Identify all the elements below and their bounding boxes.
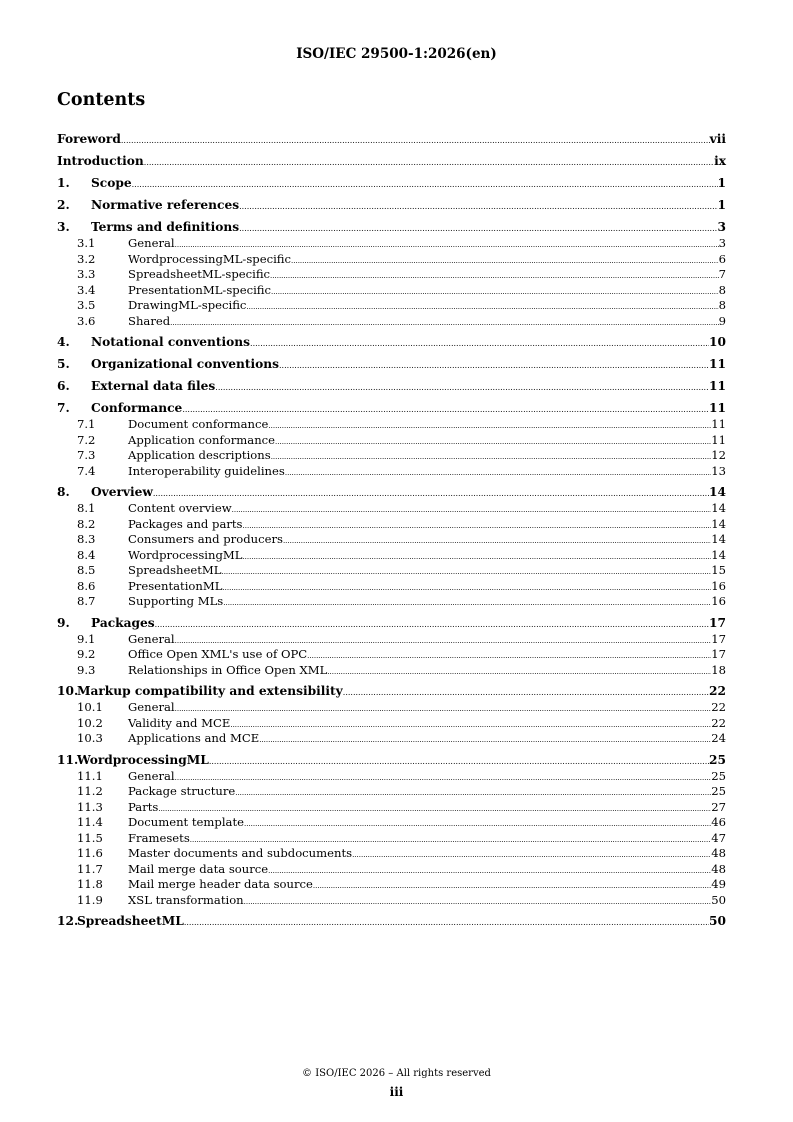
toc-entry-label: Foreword [57, 132, 121, 146]
toc-entry-label: WordprocessingML-specific [128, 251, 292, 266]
toc-entry-page: 8 [718, 298, 726, 312]
toc-subentry[interactable] [57, 579, 726, 595]
toc-entry-page: 25 [711, 768, 726, 783]
toc-entry-page: 22 [711, 715, 726, 730]
toc-entry-number: 11.7 [77, 861, 103, 876]
toc-entry-page: 7 [718, 267, 726, 281]
toc-entry-label: Packages [91, 615, 155, 630]
toc-subentry[interactable] [57, 647, 726, 663]
toc-entry[interactable] [57, 751, 726, 769]
copyright-footer: © ISO/IEC 2026 – All rights reserved [302, 1068, 491, 1079]
toc-entry-label: External data files [91, 379, 216, 393]
toc-subentry[interactable] [57, 548, 726, 564]
toc-entry-number: 7.1 [77, 417, 96, 431]
toc-entry-page: 47 [711, 830, 726, 845]
dot-leader [153, 483, 709, 503]
document-header: ISO/IEC 29500-1:2026(en) [296, 46, 497, 62]
toc-entry-number: 7.4 [77, 463, 96, 478]
dot-leader [327, 663, 711, 681]
toc-entry-label: Application descriptions [128, 448, 271, 462]
toc-subentry[interactable] [57, 433, 726, 449]
toc-entry-number: 11.5 [77, 830, 103, 845]
toc-entry-label: Mail merge header data source [128, 877, 313, 891]
toc-entry-number: 11.6 [77, 846, 103, 860]
toc-subentry[interactable] [57, 800, 726, 816]
toc-entry-number: 11.3 [77, 799, 103, 814]
toc-entry-page: 16 [711, 578, 726, 593]
toc-entry-label: General [128, 631, 175, 646]
toc-entry[interactable] [57, 152, 726, 170]
dot-leader [215, 377, 709, 397]
toc-entry-number: 8.7 [77, 594, 96, 608]
toc-entry-number: 8. [57, 485, 70, 499]
toc-entry-label: Master documents and subdocuments [128, 846, 353, 860]
toc-entry-label: Notational conventions [91, 335, 251, 349]
toc-subentry[interactable] [57, 501, 726, 517]
toc-entry-label: XSL transformation [128, 892, 244, 907]
toc-entry-page: 17 [711, 647, 726, 661]
toc-entry-number: 6. [57, 379, 70, 393]
toc-subentry[interactable] [57, 267, 726, 283]
toc-entry[interactable] [57, 912, 726, 930]
toc-entry-page: 48 [711, 861, 726, 876]
toc-entry-label: Shared [128, 313, 171, 328]
toc-entry-label: Packages and parts [128, 516, 243, 531]
toc-entry-page: 1 [717, 198, 726, 212]
table-of-contents [57, 130, 726, 930]
toc-subentry[interactable] [57, 784, 726, 800]
toc-entry-number: 8.1 [77, 501, 96, 515]
toc-entry-page: 46 [711, 815, 726, 829]
toc-subentry[interactable] [57, 877, 726, 893]
toc-entry-label: Conformance [91, 401, 183, 415]
dot-leader [250, 333, 709, 353]
toc-entry-label: Parts [128, 799, 159, 814]
toc-subentry[interactable] [57, 314, 726, 330]
toc-entry-page: 14 [711, 501, 726, 515]
dot-leader [182, 399, 709, 419]
toc-entry-page: 6 [718, 251, 726, 266]
toc-entry-label: Introduction [57, 154, 144, 168]
toc-subentry[interactable] [57, 831, 726, 847]
toc-entry-label: Interoperability guidelines [128, 463, 285, 478]
toc-entry-page: 18 [711, 662, 726, 677]
toc-entry-number: 10.2 [77, 715, 103, 730]
toc-entry-label: PresentationML-specific [128, 282, 272, 297]
toc-entry-number: 3.1 [77, 236, 96, 250]
toc-entry-label: Organizational conventions [91, 357, 280, 371]
toc-entry-page: 3 [717, 220, 726, 234]
toc-entry-page: 17 [711, 631, 726, 646]
toc-subentry[interactable] [57, 252, 726, 268]
toc-entry-label: Document conformance [128, 417, 269, 431]
toc-entry-page: 11 [709, 357, 726, 371]
toc-entry-label: SpreadsheetML-specific [128, 267, 271, 281]
toc-entry-number: 4. [57, 335, 70, 349]
toc-entry-page: 13 [711, 463, 726, 478]
toc-entry-number: 9.3 [77, 662, 96, 677]
toc-entry-label: Framesets [128, 830, 190, 845]
toc-subentry[interactable] [57, 815, 726, 831]
dot-leader [259, 731, 711, 749]
toc-entry-page: 10 [709, 335, 726, 349]
toc-entry-page: 8 [718, 282, 726, 297]
toc-entry-label: Consumers and producers [128, 532, 283, 546]
toc-entry-label: Validity and MCE [128, 715, 231, 730]
toc-entry-label: Applications and MCE [128, 731, 260, 745]
dot-leader [155, 614, 709, 634]
toc-entry-number: 9.2 [77, 647, 96, 661]
dot-leader [285, 464, 711, 482]
toc-entry-label: Markup compatibility and extensibility [77, 684, 343, 698]
toc-entry[interactable] [57, 196, 726, 214]
toc-entry-number: 8.5 [77, 563, 96, 577]
toc-entry-label: Office Open XML's use of OPC [128, 647, 308, 661]
toc-entry-page: 1 [717, 176, 726, 190]
dot-leader [244, 893, 712, 911]
toc-entry-page: 9 [718, 313, 726, 328]
toc-entry-page: 11 [709, 401, 726, 415]
toc-entry-label: WordprocessingML [77, 752, 209, 767]
toc-subentry[interactable] [57, 417, 726, 433]
toc-subentry[interactable] [57, 594, 726, 610]
toc-entry-page: 17 [709, 615, 726, 630]
page-title: Contents [57, 90, 146, 110]
toc-entry-number: 8.2 [77, 516, 96, 531]
toc-entry[interactable] [57, 399, 726, 417]
toc-entry-number: 11.9 [77, 892, 103, 907]
toc-entry-label: PresentationML [128, 578, 223, 593]
toc-entry[interactable] [57, 682, 726, 700]
toc-subentry[interactable] [57, 517, 726, 533]
toc-entry-page: 27 [711, 799, 726, 814]
toc-entry[interactable] [57, 355, 726, 373]
toc-entry-number: 3.5 [77, 298, 96, 312]
dot-leader [144, 152, 714, 172]
toc-subentry[interactable] [57, 862, 726, 878]
toc-entry-label: Scope [91, 176, 132, 190]
toc-entry-label: DrawingML-specific [128, 298, 247, 312]
toc-entry[interactable] [57, 483, 726, 501]
toc-entry-number: 11.4 [77, 815, 103, 829]
dot-leader [121, 130, 710, 150]
toc-subentry[interactable] [57, 846, 726, 862]
toc-entry-label: Application conformance [128, 432, 276, 447]
toc-entry-page: 25 [711, 784, 726, 798]
dot-leader [279, 355, 709, 375]
toc-entry-number: 7.3 [77, 448, 96, 462]
toc-entry[interactable] [57, 333, 726, 351]
toc-entry-number: 11. [57, 752, 79, 767]
toc-subentry[interactable] [57, 464, 726, 480]
toc-entry-page: 16 [711, 594, 726, 608]
toc-entry-label: Overview [91, 485, 153, 499]
toc-entry-page: 24 [711, 731, 726, 745]
toc-entry-number: 10. [57, 684, 79, 698]
toc-entry[interactable] [57, 218, 726, 236]
toc-entry-page: 14 [711, 547, 726, 562]
toc-entry-page: ix [714, 154, 726, 168]
dot-leader [184, 912, 709, 932]
toc-entry-number: 7. [57, 401, 70, 415]
toc-entry-number: 11.8 [77, 877, 103, 891]
toc-entry-label: General [128, 768, 175, 783]
toc-entry-number: 10.3 [77, 731, 103, 745]
toc-entry[interactable] [57, 130, 726, 148]
toc-entry-page: 11 [711, 432, 726, 447]
dot-leader [239, 218, 717, 238]
toc-entry-page: 22 [709, 684, 726, 698]
toc-entry-page: 3 [718, 236, 726, 250]
toc-subentry[interactable] [57, 236, 726, 252]
dot-leader [209, 751, 709, 771]
toc-entry-page: 12 [711, 448, 726, 462]
dot-leader [170, 314, 718, 332]
toc-entry[interactable] [57, 174, 726, 192]
toc-entry-page: 48 [711, 846, 726, 860]
toc-entry-label: General [128, 236, 175, 250]
toc-entry-number: 9. [57, 615, 70, 630]
toc-entry-number: 11.1 [77, 768, 103, 783]
toc-entry-page: 11 [709, 379, 726, 393]
toc-subentry[interactable] [57, 663, 726, 679]
toc-subentry[interactable] [57, 632, 726, 648]
toc-entry-label: SpreadsheetML [77, 914, 184, 928]
toc-subentry[interactable] [57, 893, 726, 909]
toc-entry-number: 7.2 [77, 432, 96, 447]
toc-entry-page: 14 [711, 516, 726, 531]
toc-subentry[interactable] [57, 563, 726, 579]
toc-entry-number: 1. [57, 176, 70, 190]
toc-entry[interactable] [57, 614, 726, 632]
toc-entry-page: vii [709, 132, 726, 146]
toc-entry-label: Supporting MLs [128, 594, 224, 608]
toc-subentry[interactable] [57, 448, 726, 464]
toc-entry-label: Mail merge data source [128, 861, 269, 876]
toc-entry-number: 8.3 [77, 532, 96, 546]
toc-entry-number: 3. [57, 220, 70, 234]
page-number: iii [389, 1085, 404, 1099]
toc-entry-label: Terms and definitions [91, 220, 240, 234]
dot-leader [343, 682, 709, 702]
toc-entry-number: 3.6 [77, 313, 96, 328]
toc-entry[interactable] [57, 377, 726, 395]
toc-subentry[interactable] [57, 283, 726, 299]
toc-entry-number: 8.4 [77, 547, 96, 562]
dot-leader [223, 594, 711, 612]
toc-entry-number: 11.2 [77, 784, 103, 798]
toc-entry-label: Content overview [128, 501, 232, 515]
dot-leader [132, 174, 718, 194]
toc-entry-number: 9.1 [77, 631, 96, 646]
toc-entry-number: 2. [57, 198, 70, 212]
toc-entry-label: WordprocessingML [128, 547, 243, 562]
toc-entry-page: 50 [709, 914, 726, 928]
toc-entry-number: 12. [57, 914, 79, 928]
toc-entry-label: Relationships in Office Open XML [128, 662, 328, 677]
toc-entry-number: 3.2 [77, 251, 96, 266]
toc-entry-number: 10.1 [77, 700, 103, 714]
toc-entry-page: 49 [711, 877, 726, 891]
toc-subentry[interactable] [57, 769, 726, 785]
toc-entry-page: 25 [709, 752, 726, 767]
toc-entry-page: 15 [711, 563, 726, 577]
dot-leader [239, 196, 717, 216]
toc-entry-label: Document template [128, 815, 244, 829]
toc-entry-label: Package structure [128, 784, 236, 798]
toc-entry-page: 22 [711, 700, 726, 714]
toc-entry-page: 14 [711, 532, 726, 546]
toc-entry-number: 3.3 [77, 267, 96, 281]
toc-entry-number: 8.6 [77, 578, 96, 593]
toc-entry-number: 5. [57, 357, 70, 371]
toc-entry-label: General [128, 700, 175, 714]
toc-subentry[interactable] [57, 700, 726, 716]
toc-subentry[interactable] [57, 716, 726, 732]
toc-subentry[interactable] [57, 532, 726, 548]
toc-subentry[interactable] [57, 298, 726, 314]
toc-entry-label: Normative references [91, 198, 240, 212]
toc-subentry[interactable] [57, 731, 726, 747]
toc-entry-page: 11 [711, 417, 726, 431]
toc-entry-number: 3.4 [77, 282, 96, 297]
toc-entry-label: SpreadsheetML [128, 563, 222, 577]
toc-entry-page: 50 [711, 892, 726, 907]
toc-entry-page: 14 [709, 485, 726, 499]
